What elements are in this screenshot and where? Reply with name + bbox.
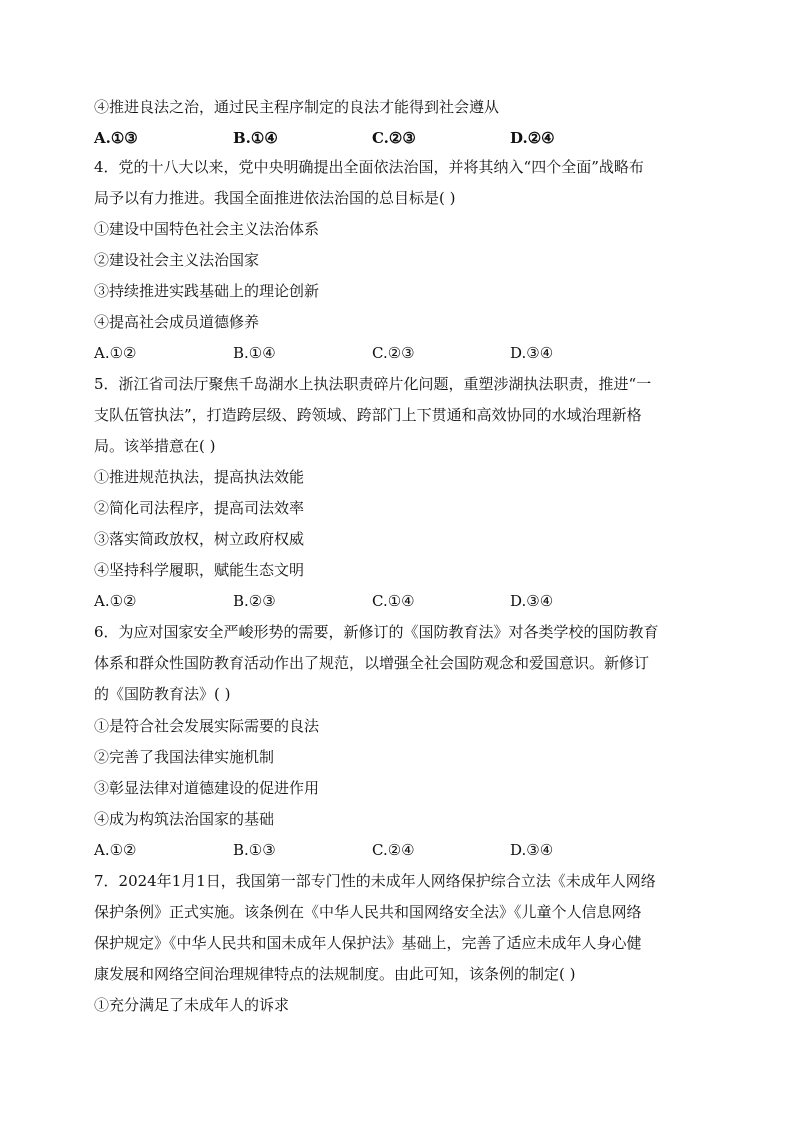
q4-option-a: A.①②	[94, 344, 137, 362]
q4-statement-2: ②建设社会主义法治国家	[94, 251, 260, 269]
q3-option-b: B.①④	[233, 129, 278, 147]
q6-stem-line-2: 体系和群众性国防教育活动作出了规范，以增强全社会国防观念和爱国意识。新修订	[94, 654, 650, 672]
q4-statement-3: ③持续推进实践基础上的理论创新	[94, 282, 320, 300]
q3-options	[94, 128, 714, 148]
q5-options	[94, 591, 714, 611]
q6-option-b: B.①③	[233, 841, 276, 859]
q4-option-d: D.③④	[510, 344, 554, 362]
q5-option-c: C.①④	[372, 592, 415, 610]
q4-options	[94, 343, 714, 363]
q4-stem-line-1: 4．党的十八大以来，党中央明确提出全面依法治国，并将其纳入“四个全面”战略布	[94, 158, 644, 176]
q5-statement-2: ②简化司法程序，提高司法效率	[94, 499, 305, 517]
q5-option-d: D.③④	[510, 592, 554, 610]
q7-stem-line-3: 保护规定》《中华人民共和国未成年人保护法》基础上，完善了适应未成年人身心健	[94, 934, 642, 952]
q5-stem-line-3: 局。该举措意在( )	[94, 437, 216, 455]
q4-statement-1: ①建设中国特色社会主义法治体系	[94, 220, 320, 238]
q6-statement-1: ①是符合社会发展实际需要的良法	[94, 717, 320, 735]
q5-stem-line-2: 支队伍管执法”，打造跨层级、跨领域、跨部门上下贯通和高效协同的水域治理新格	[94, 406, 642, 424]
q6-option-c: C.②④	[372, 841, 415, 859]
q4-statement-4: ④提高社会成员道德修养	[94, 313, 260, 331]
q3-option-a: A.①③	[94, 129, 138, 147]
q7-stem-line-1: 7．2024年1月1日，我国第一部专门性的未成年人网络保护综合立法《未成年人网络	[94, 872, 656, 890]
q6-option-d: D.③④	[510, 841, 554, 859]
q5-statement-1: ①推进规范执法，提高执法效能	[94, 468, 305, 486]
q6-statement-2: ②完善了我国法律实施机制	[94, 748, 275, 766]
q6-options	[94, 840, 714, 860]
q6-statement-3: ③彰显法律对道德建设的促进作用	[94, 779, 320, 797]
q7-stem-line-2: 保护条例》正式实施。该条例在《中华人民共和国网络安全法》《儿童个人信息网络	[94, 903, 642, 921]
q6-stem-line-3: 的《国防教育法》( )	[94, 685, 231, 703]
q4-stem-line-2: 局予以有力推进。我国全面推进依法治国的总目标是( )	[94, 189, 456, 207]
q6-statement-4: ④成为构筑法治国家的基础	[94, 810, 275, 828]
q5-stem-line-1: 5．浙江省司法厅聚焦千岛湖水上执法职责碎片化问题，重塑涉湖执法职责，推进“一	[94, 375, 652, 393]
q5-statement-3: ③落实简政放权，树立政府权威	[94, 530, 305, 548]
q5-statement-4: ④坚持科学履职，赋能生态文明	[94, 561, 305, 579]
q6-stem-line-1: 6．为应对国家安全严峻形势的需要，新修订的《国防教育法》对各类学校的国防教育	[94, 623, 659, 641]
q3-statement-4: ④推进良法之治，通过民主程序制定的良法才能得到社会遵从	[94, 98, 500, 116]
q7-stem-line-4: 康发展和网络空间治理规律特点的法规制度。由此可知，该条例的制定( )	[94, 965, 576, 983]
q4-option-b: B.①④	[233, 344, 276, 362]
q4-option-c: C.②③	[372, 344, 415, 362]
q3-option-d: D.②④	[510, 129, 555, 147]
q5-option-b: B.②③	[233, 592, 276, 610]
q7-statement-1: ①充分满足了未成年人的诉求	[94, 996, 290, 1014]
q5-option-a: A.①②	[94, 592, 137, 610]
q3-option-c: C.②③	[372, 129, 416, 147]
q6-option-a: A.①②	[94, 841, 137, 859]
